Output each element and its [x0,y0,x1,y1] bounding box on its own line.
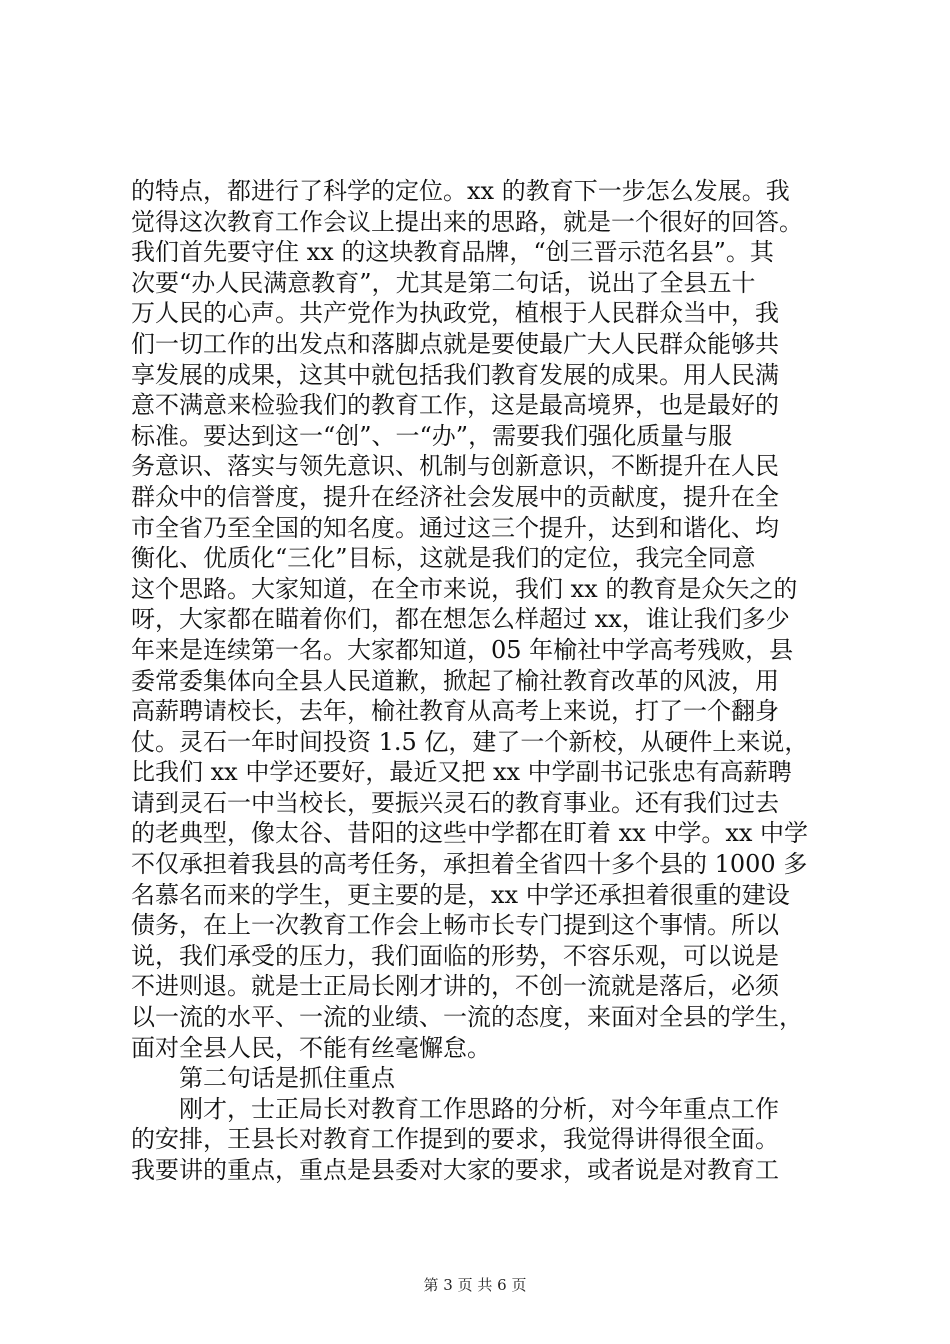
text-line: 的特点，都进行了科学的定位。xx 的教育下一步怎么发展。我 [131,177,790,205]
text-line: 比我们 xx 中学还要好，最近又把 xx 中学副书记张忠有高薪聘 [131,758,792,787]
text-line: 市全省乃至全国的知名度。通过这三个提升，达到和谐化、均 [131,513,779,542]
text-line: 高薪聘请校长，去年，榆社教育从高考上来说，打了一个翻身 [131,697,779,726]
text-line: 不仅承担着我县的高考任务，承担着全省四十多个县的 1000 多 [131,850,808,879]
text-line: 们一切工作的出发点和落脚点就是要使最广大人民群众能够共 [131,329,779,358]
text-line: 觉得这次教育工作会议上提出来的思路，就是一个很好的回答。 [131,207,803,236]
text-line: 我要讲的重点，重点是县委对大家的要求，或者说是对教育工 [131,1156,779,1184]
text-line: 说，我们承受的压力，我们面临的形势，不容乐观，可以说是 [131,941,779,970]
text-line: 享发展的成果，这其中就包括我们教育发展的成果。用人民满 [131,360,779,389]
document-body [131,176,831,1186]
text-line: 委常委集体向全县人民道歉，掀起了榆社教育改革的风波，用 [131,666,779,695]
text-line: 标准。要达到这一“创”、一“办”，需要我们强化质量与服 [131,421,733,450]
text-line: 群众中的信誉度，提升在经济社会发展中的贡献度，提升在全 [131,482,779,511]
text-line: 意不满意来检验我们的教育工作，这是最高境界，也是最好的 [131,391,779,420]
text-line: 衡化、优质化“三化”目标，这就是我们的定位，我完全同意 [131,544,756,573]
text-line: 第二句话是抓住重点 [179,1064,395,1093]
text-line: 务意识、落实与领先意识、机制与创新意识，不断提升在人民 [131,452,779,481]
text-line: 我们首先要守住 xx 的这块教育品牌，“创三晋示范名县”。其 [131,238,774,267]
text-line: 面对全县人民，不能有丝毫懈怠。 [131,1033,491,1062]
text-line: 请到灵石一中当校长，要振兴灵石的教育事业。还有我们过去 [131,788,779,817]
text-line: 这个思路。大家知道，在全市来说，我们 xx 的教育是众矢之的 [131,574,798,603]
text-line: 的老典型，像太谷、昔阳的这些中学都在盯着 xx 中学。xx 中学 [131,819,809,848]
text-line: 仗。灵石一年时间投资 1.5 亿，建了一个新校，从硬件上来说， [131,727,809,756]
text-line: 的安排，王县长对教育工作提到的要求，我觉得讲得很全面。 [131,1125,779,1154]
text-line: 以一流的水平、一流的业绩、一流的态度，来面对全县的学生， [131,1003,803,1032]
page-footer: 第 3 页 共 6 页 [423,1276,527,1294]
text-line: 年来是连续第一名。大家都知道，05 年榆社中学高考残败，县 [131,635,794,664]
text-line: 次要“办人民满意教育”，尤其是第二句话，说出了全县五十 [131,268,756,297]
text-line: 名慕名而来的学生，更主要的是，xx 中学还承担着很重的建设 [131,880,790,909]
text-line: 刚才，士正局长对教育工作思路的分析，对今年重点工作 [179,1094,779,1123]
text-line: 债务，在上一次教育工作会上畅市长专门提到这个事情。所以 [131,911,779,940]
text-line: 呀，大家都在瞄着你们，都在想怎么样超过 xx，谁让我们多少 [131,605,790,634]
text-line: 万人民的心声。共产党作为执政党，植根于人民群众当中，我 [131,299,779,328]
text-line: 不进则退。就是士正局长刚才讲的，不创一流就是落后，必须 [131,972,779,1001]
